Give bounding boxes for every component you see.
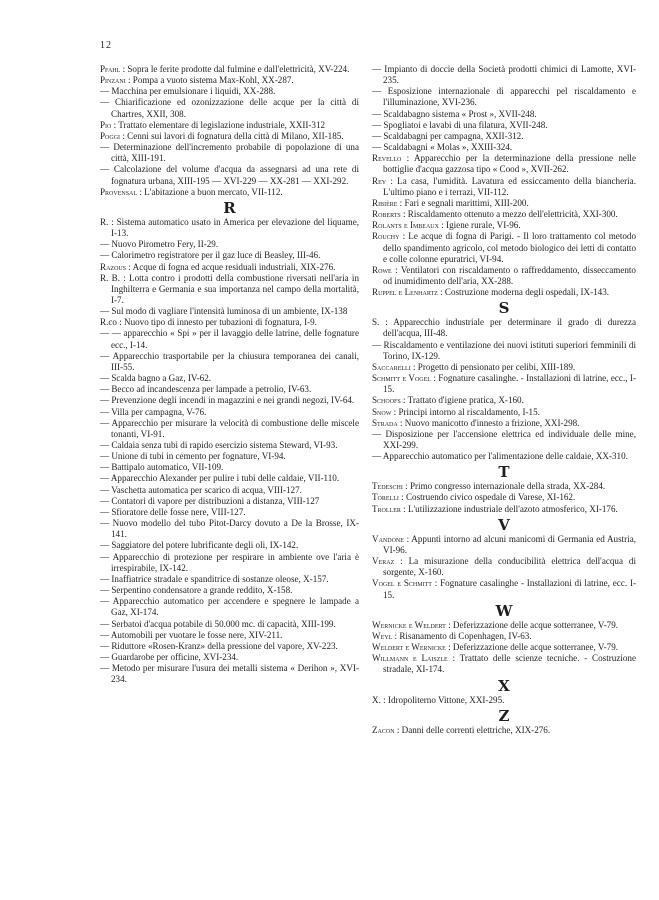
index-entry [100,641,359,652]
index-entry [372,492,636,503]
entry-author: Weyl [372,630,395,641]
index-entry [100,619,359,630]
entry-text: — Vaschetta automatica per scarico di acqua, VIII-127. [100,484,302,495]
index-entry [372,176,636,198]
index-entry [100,273,359,306]
section-letter: S [498,299,510,318]
index-entry [372,86,636,108]
index-entry [372,695,636,706]
entry-text: — Metodo per misurare l'usura dei metalli sistema « Derihon », XVI-234. [100,663,359,685]
index-entry [372,504,636,515]
index-entry [100,418,359,440]
index-entry [100,496,359,507]
entry-text: — Serpentino condensatore a grande reddito, X-158. [100,585,293,596]
entry-text: : Principi intorno al riscaldamento, I-15. [393,406,540,417]
index-entry [100,131,359,142]
entry-text: : Progetto di pensionato per celibi, XIII-189. [413,361,576,372]
index-entry [372,209,636,220]
entry-text: — Calcolazione del volume d'acqua da assegnarsi ad una rete di fognatura urbana, XIII-195 — XVI-229 — XX-281 — XXI-292. [100,164,359,186]
entry-text: : Acque di fogna ed acque residuali industriali, XIX-276. [128,261,336,272]
index-entry [372,556,636,578]
entry-text: — Scaldabagno sistema « Prost », XVII-248. [372,108,537,119]
entry-author: Vandone [372,533,407,544]
entry-text: : Igiene rurale, VI-96. [441,220,521,231]
index-entry [372,142,636,153]
index-entry [372,265,636,287]
entry-text: — Scalda bagno a Gaz, IV-62. [100,373,212,384]
index-entry [372,340,636,362]
entry-text: — Guardarobe per officine, XVI-234. [100,651,239,662]
entry-text: — Inaffiatrice stradale e spanditrice di sostanze oleose, X-157. [100,573,329,584]
entry-text: — Caldaia senza tubi di rapido esercizio sistema Steward, VI-93. [100,440,338,450]
entry-author: Rey [372,175,391,186]
entry-text: : Fari e segnali marittimi, XIII-200. [399,197,529,208]
entry-text: — Prevenzione degli incendi in magazzini e nei grandi negozi, IV-64. [100,395,355,406]
index-entry [100,507,359,518]
index-entry [372,407,636,418]
index-column-left [100,64,359,685]
index-entry [100,239,359,250]
index-entry [100,574,359,585]
index-entry [100,217,359,239]
section-letter: X [498,676,510,695]
index-entry [100,462,359,473]
entry-text: : Sopra le ferite prodotte dal fulmine e dall'elettricità, XV-224. [122,64,350,74]
entry-text: — Apparecchio trasportabile per la chiusura temporanea dei canali, III-55. [100,350,359,372]
entry-author: Saccarelli [372,361,413,372]
index-entry [372,631,636,642]
entry-text: : Riscaldamento ottenuto a mezzo dell'elettricità, XXI-300. [402,209,618,220]
entry-text: — Spogliatoi e lavabi di una filatura, XVII-248. [372,119,548,130]
entry-author: Razous [100,261,129,272]
index-entry [372,231,636,264]
entry-text: — Contatori di vapore per distribuzioni a distanza, VIII-127 [100,495,320,506]
entry-author: Vogel e Schmitt [372,578,435,589]
index-entry [372,725,636,736]
entry-author: Weldert e Wernicke [372,642,449,653]
entry-text: : Deferizzazione delle acque sotterranee, V-79. [448,642,619,653]
entry-text: — — apparecchio « Spi » per il lavaggio delle latrine, delle fognature ecc., I-14. [100,328,359,350]
entry-text: S. : Apparecchio industriale per determinare il grado di durezza dell'acqua, III-48. [372,317,636,339]
entry-text: : Trattato delle scienze tecniche. - Costruzione stradale, XI-174. [383,653,637,675]
index-entry [100,86,359,97]
index-entry [372,373,636,395]
index-entry [100,440,359,451]
entry-text: — Scaldabagni per campagna, XXII-312. [372,130,524,141]
entry-text: : Ventilatori con riscaldamento o raffreddamento, disseccamento od inumidimento dell'aria, XX-288. [383,264,636,286]
index-entry [372,317,636,339]
entry-text: : Costruzione moderna degli ospedali, IX-143. [440,287,610,298]
section-letter: Z [498,706,510,725]
index-entry [372,362,636,373]
index-entry [100,187,359,198]
entry-text: — Sul modo di vagliare l'intensità luminosa di un ambiente, IX-138 [100,306,348,317]
index-entry [372,653,636,675]
entry-author: Rouchy [372,231,403,242]
section-letter: R [223,198,236,217]
entry-text: : Trattato elementare di legislazione industriale, XXII-312 [113,119,326,130]
entry-author: Roberts [372,209,403,220]
index-entry [372,198,636,209]
index-entry [100,306,359,317]
index-entry [100,351,359,373]
entry-text: — Esposizione internazionale di apparecchi pel riscaldamento e l'illuminazione, XVI-236. [372,86,636,108]
index-entry [100,250,359,261]
section-letter: V [498,515,510,534]
entry-author: Ruppel e Lenhartz [372,287,441,298]
entry-author: Rolants e Imbeaux [372,220,442,231]
entry-text: — Macchina per emulsionare i liquidi, XX-288. [100,86,276,97]
entry-text: R.co : Nuovo tipo di innesto per tubazioni di fognatura, I-9. [100,317,317,328]
entry-text: : Apparecchio per la determinazione della pressione nelle bottiglie d'acqua gazzosa tipo « Cood », XVII-262. [383,153,636,175]
index-entry [100,663,359,685]
index-column-right [372,64,636,736]
entry-text: — Apparecchio automatico per accendere e spegnere le lampade a Gaz, XI-174. [100,596,359,618]
index-entry [100,328,359,350]
index-entry [100,596,359,618]
entry-author: Veraz [372,556,401,567]
entry-author: Rowe [372,264,396,275]
entry-author: Snow [372,406,394,417]
entry-text: : Deferizzazione delle acque sotterranee, V-79. [448,619,619,630]
entry-text: : Appunti intorno ad alcuni manicomi di Germania ed Austria, VI-96. [383,533,637,555]
entry-text: — Battipalo automatico, VII-109. [100,462,224,473]
section-letter: T [498,463,510,482]
index-entry [100,585,359,596]
entry-text: — Impianto di doccie della Società prodotti chimici di Lamotte, XVI-235. [372,64,636,86]
entry-text: — Scaldabagni « Molas », XXIII-324. [372,142,513,153]
entry-text: : Danni delle correnti elettriche, XIX-276. [396,724,551,735]
index-entry [372,287,636,298]
entry-text: — Apparecchio Alexander per pulire i tubi delle caldaie, VII-110. [100,473,340,484]
index-entry [100,262,359,273]
index-entry [100,630,359,641]
index-entry [100,552,359,574]
index-entry [100,652,359,663]
index-entry [372,429,636,451]
entry-text: : Costruendo civico ospedale di Varese, XI-162. [401,492,576,503]
index-entry [372,120,636,131]
page-number: 12 [100,40,112,51]
index-entry [372,451,636,462]
index-entry [372,534,636,556]
index-entry [372,481,636,492]
entry-text: — Unione di tubi in cemento per fognature, VI-94. [100,451,286,462]
index-entry [100,64,359,75]
index-entry [100,518,359,540]
entry-text: : Cenni sui lavori di fognatura della città di Milano, XII-185. [122,130,344,141]
index-entry [100,485,359,496]
entry-text: — Calorimetro registratore per il gaz luce di Beasley, III-46. [100,250,321,261]
entry-text: : Risanamento di Copenhagen, IV-63. [394,630,532,641]
entry-text: — Chiarificazione ed ozonizzazione delle acque per la città di Chartres, XXII, 308. [100,97,359,119]
section-letter: W [495,601,513,620]
entry-text: : Le acque di fogna di Parigi. - Il loro trattamento col metodo dello spandimento agricolo, col metodo biologico dei letti di contatto e colle colonne epuratrici, VI-94. [383,231,636,264]
index-entry [100,97,359,119]
entry-author: Strada [372,417,400,428]
index-entry [100,373,359,384]
index-entry [100,540,359,551]
entry-author: Willmann e Laiszle [372,653,453,664]
entry-author: Zacon [372,724,397,735]
entry-text: : Nuovo manicotto d'innesto a frizione, XXI-298. [400,417,580,428]
entry-author: Schmitt e Vogel [372,373,434,384]
entry-text: : Fognature casalinghe. - Installazioni di latrine, ecc., I-15. [383,373,636,395]
entry-text: : Primo congresso internazionale della strada, XX-284. [405,481,606,492]
index-entry [372,395,636,406]
entry-text: — Sfioratore delle fosse nere, VIII-127. [100,506,246,517]
entry-text: — Saggiatore del potere lubrificante degli oli, IX-142. [100,540,299,551]
entry-author: Poggi [100,130,123,141]
entry-text: R. : Sistema automatico usato in America per elevazione del liquame, I-13. [100,216,359,239]
entry-author: Revello [372,153,407,164]
entry-text: — Riscaldamento e ventilazione dei nuovi istituti superiori femminili di Torino, IX-129. [372,339,636,361]
index-entry [372,109,636,120]
index-entry [100,384,359,395]
entry-text: R. B. : Lotta contro i prodotti della combustione riversati nell'aria in Inghilterra e Germania e sua importanza nel campo della mortalità, I-7. [100,272,359,305]
index-entry [372,131,636,142]
index-entry [100,164,359,186]
index-entry [372,620,636,631]
entry-text: — Villa per campagna, V-76. [100,406,207,417]
entry-text: : Fognature casalinghe - Installazioni di latrine, ecc. I-15. [383,578,636,600]
entry-text: — Serbatoi d'acqua potabile di 50.000 mc. di capacità, XIII-199. [100,618,336,629]
entry-text: — Nuovo Pirometro Fery, II-29. [100,239,219,250]
index-entry [100,317,359,328]
entry-text: — Apparecchio di protezione per respirare in ambiente ove l'aria è irrespirabile, IX-142. [100,551,359,573]
index-entry [100,75,359,86]
entry-author: Torelli [372,492,402,503]
index-entry [372,64,636,86]
entry-text: : La misurazione della conducibilità elettrica dell'acqua di sorgente, X-160. [383,556,636,578]
entry-text: : L'abitazione a buon mercato, VII-112. [139,186,283,197]
index-entry [372,418,636,429]
entry-author: Pio [100,119,114,130]
entry-text: — Apparecchio per misurare la velocità di combustione delle miscele tonanti, VI-91. [100,417,359,439]
index-entry [372,220,636,231]
entry-author: Troller [372,503,404,514]
index-entry [100,451,359,462]
entry-author: Schoofs [372,395,404,406]
entry-text: — Disposizione per l'accensione elettrica ed individuale delle mine, XXI-299. [372,428,636,450]
entry-text: — Becco ad incandescenza per lampade a petrolio, IV-63. [100,384,312,395]
entry-text: : Trattato d'igiene pratica, X-160. [403,395,524,406]
index-entry [100,142,359,164]
entry-text: — Determinazione dell'incremento probabile di popolazione di una città, XIII-191. [100,142,359,164]
index-entry [100,120,359,131]
entry-text: X. : Idropoliterno Vittone, XXI-295. [372,694,505,705]
entry-text: : L'utilizzazione industriale dell'azoto atmosferico, XI-176. [403,503,618,514]
index-entry [372,578,636,600]
index-entry [100,473,359,484]
index-entry [372,642,636,653]
entry-text: — Automobili per vuotare le fosse nere, XIV-211. [100,629,283,640]
entry-author: Ribière [372,197,400,208]
entry-text: — Nuovo modello del tubo Pitot-Darcy dovuto a De la Brosse, IX-141. [100,518,359,540]
entry-author: Pinzani [100,75,128,86]
index-entry [100,395,359,406]
entry-text: : La casa, l'umidità. Lavatura ed essiccamento della biancheria. L'ultimo piano e i terrazi, VII-112. [383,175,636,197]
index-entry [372,153,636,175]
entry-text: — Apparecchio automatico per l'alimentazione delle caldaie, XX-310. [372,451,628,462]
index-entry [100,407,359,418]
entry-author: Wernicke e Weldert [372,619,449,630]
entry-text: — Riduttore «Rosen-Kranz» della pressione del vapore, XV-223. [100,640,338,651]
entry-author: Provensal [100,186,140,197]
entry-text: : Pompa a vuoto sistema Max-Kohl, XX-287. [128,75,294,86]
entry-author: Tedeschi [372,481,406,492]
entry-author: Pfahl [100,64,123,74]
